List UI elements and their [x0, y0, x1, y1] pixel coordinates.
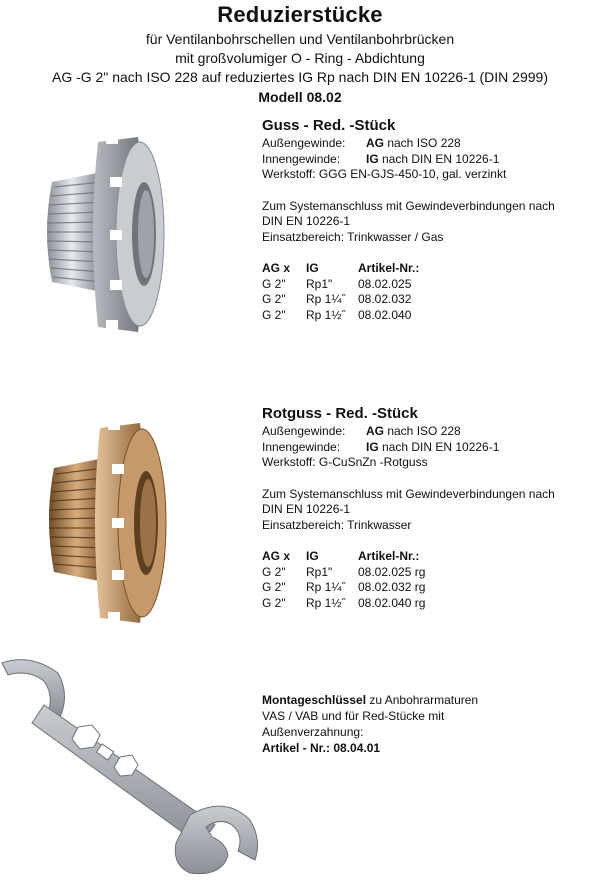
table-row: G 2" Rp 1½˝ 08.02.040 rg: [262, 595, 426, 610]
subtitle-line-2: mit großvolumiger O - Ring - Abdichtung: [175, 50, 425, 66]
wrench-title: Montageschlüssel: [262, 693, 367, 707]
wrench-image: [0, 655, 262, 880]
guss-article-table: [262, 261, 448, 323]
table-row: G 2" Rp1" 08.02.025 rg: [262, 564, 426, 579]
rotguss-note-1: Zum Systemanschluss mit Gewindeverbindungen nach: [262, 486, 555, 501]
guss-section: [262, 117, 555, 323]
page-title: Reduzierstücke: [217, 2, 383, 27]
rotguss-reducer-image: [42, 420, 182, 625]
guss-heading: Guss - Red. -Stück: [262, 117, 396, 134]
table-header-row: AG x IG Artikel-Nr.:: [262, 261, 420, 275]
table-row: G 2" Rp 1½˝ 08.02.040: [262, 307, 412, 322]
subtitle-line-3: AG -G 2" nach ISO 228 auf reduziertes IG Rp nach DIN EN 10226-1 (DIN 2999): [52, 69, 548, 85]
wrench-line-3: Außenverzahnung:: [262, 725, 364, 739]
rotguss-article-table: [262, 549, 448, 611]
rotguss-ig-row: Innengewinde: IG nach DIN EN 10226-1: [262, 439, 500, 454]
rotguss-note-2: DIN EN 10226-1: [262, 502, 351, 516]
guss-material: Werkstoff: GGG EN-GJS-450-10, gal. verzinkt: [262, 167, 507, 181]
rotguss-heading: Rotguss - Red. -Stück: [262, 405, 418, 422]
table-row: G 2" Rp 1¼˝ 08.02.032: [262, 292, 412, 306]
table-row: G 2" Rp 1¼˝ 08.02.032 rg: [262, 580, 426, 594]
rotguss-use: Einsatzbereich: Trinkwasser: [262, 517, 412, 532]
guss-note-1: Zum Systemanschluss mit Gewindeverbindungen nach: [262, 198, 555, 213]
guss-note-2: DIN EN 10226-1: [262, 214, 351, 228]
subtitle-line-1: für Ventilanbohrschellen und Ventilanbohrbrücken: [145, 31, 455, 47]
table-row: G 2" Rp1" 08.02.025: [262, 276, 412, 291]
guss-ig-row: Innengewinde: IG nach DIN EN 10226-1: [262, 151, 500, 166]
model-label: Modell 08.02: [258, 89, 342, 105]
guss-ag-row: Außengewinde: AG nach ISO 228: [262, 136, 461, 150]
rotguss-section: [262, 405, 555, 611]
guss-reducer-image: [40, 132, 180, 332]
wrench-section: Montageschlüssel zu Anbohrarmaturen VAS / VAB und für Red-Stücke mit Außenverzahnung: Artikel - Nr.: 08.04.01: [262, 693, 479, 755]
rotguss-ag-row: Außengewinde: AG nach ISO 228: [262, 424, 461, 438]
wrench-article: Artikel - Nr.: 08.04.01: [262, 741, 381, 755]
wrench-line-2: VAS / VAB und für Red-Stücke mit: [262, 709, 445, 723]
table-header-row: AG x IG Artikel-Nr.:: [262, 549, 420, 563]
guss-use: Einsatzbereich: Trinkwasser / Gas: [262, 229, 444, 244]
rotguss-material: Werkstoff: G-CuSnZn -Rotguss: [262, 455, 428, 469]
